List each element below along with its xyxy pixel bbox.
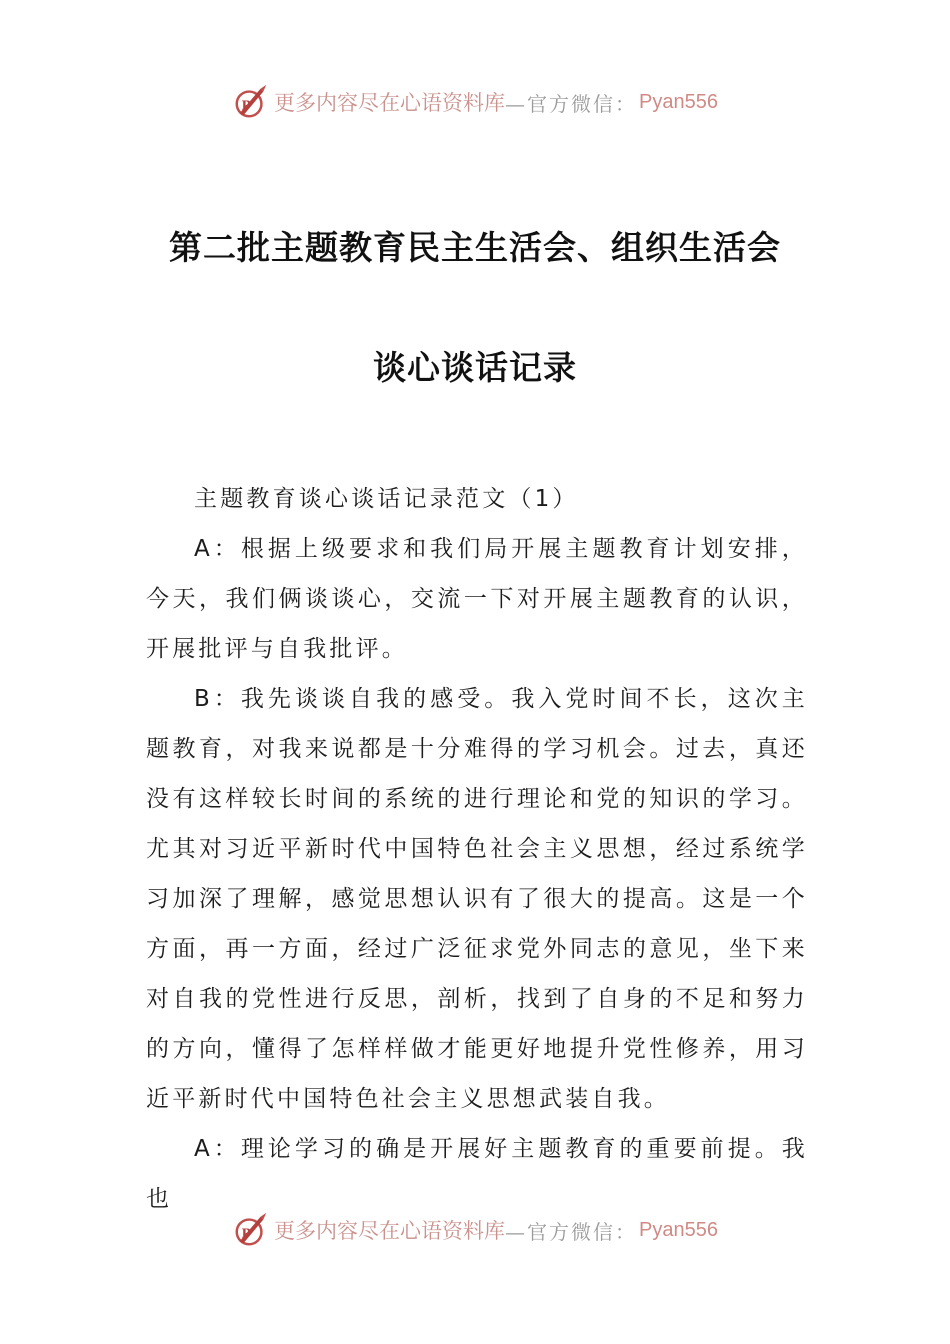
banner-wechat-label: —官方微信： xyxy=(505,91,638,116)
body-paragraph: B：我先谈谈自我的感受。我入党时间不长，这次主题教育，对我来说都是十分难得的学习机会。过去，真还没有这样较长时间的系统的进行理论和党的知识的学习。尤其对习近平新时代中国特色社会主义思想，经过系统学习加深了理解，感觉思想认识有了很大的提高。这是一个方面，再一方面，经过广泛征求党外同志的意见，坐下来对自我的党性进行反思，剖析，找到了自身的不足和努力的方向，懂得了怎样样做才能更好地提升党性修养，用习近平新时代中国特色社会主义思想武装自我。 xyxy=(146,686,808,1112)
body-paragraph: A：根据上级要求和我们局开展主题教育计划安排，今天，我们俩谈谈心，交流一下对开展主题教育的认识，开展批评与自我批评。 xyxy=(146,536,808,662)
svg-text:P: P xyxy=(241,1225,251,1241)
document-title-line-2: 谈心谈话记录 xyxy=(373,348,577,387)
document-title-line-1: 第二批主题教育民主生活会、组织生活会 xyxy=(169,228,781,267)
svg-text:P: P xyxy=(241,97,251,113)
banner-site-text: 更多内容尽在心语资料库 xyxy=(274,1219,506,1243)
header-banner xyxy=(0,80,950,124)
banner-wechat-id: Pyan556 xyxy=(639,1218,718,1241)
banner-wechat-id: Pyan556 xyxy=(639,90,718,113)
quill-logo-icon xyxy=(232,1211,270,1249)
footer-banner xyxy=(0,1208,950,1252)
section-heading: 主题教育谈心谈话记录范文（1） xyxy=(194,486,579,512)
document-body xyxy=(146,474,808,1224)
banner-wechat-label: —官方微信： xyxy=(505,1219,638,1244)
body-paragraph: A：理论学习的确是开展好主题教育的重要前提。我也 xyxy=(146,1136,808,1212)
banner-site-text: 更多内容尽在心语资料库 xyxy=(274,91,506,115)
quill-logo-icon xyxy=(232,83,270,121)
